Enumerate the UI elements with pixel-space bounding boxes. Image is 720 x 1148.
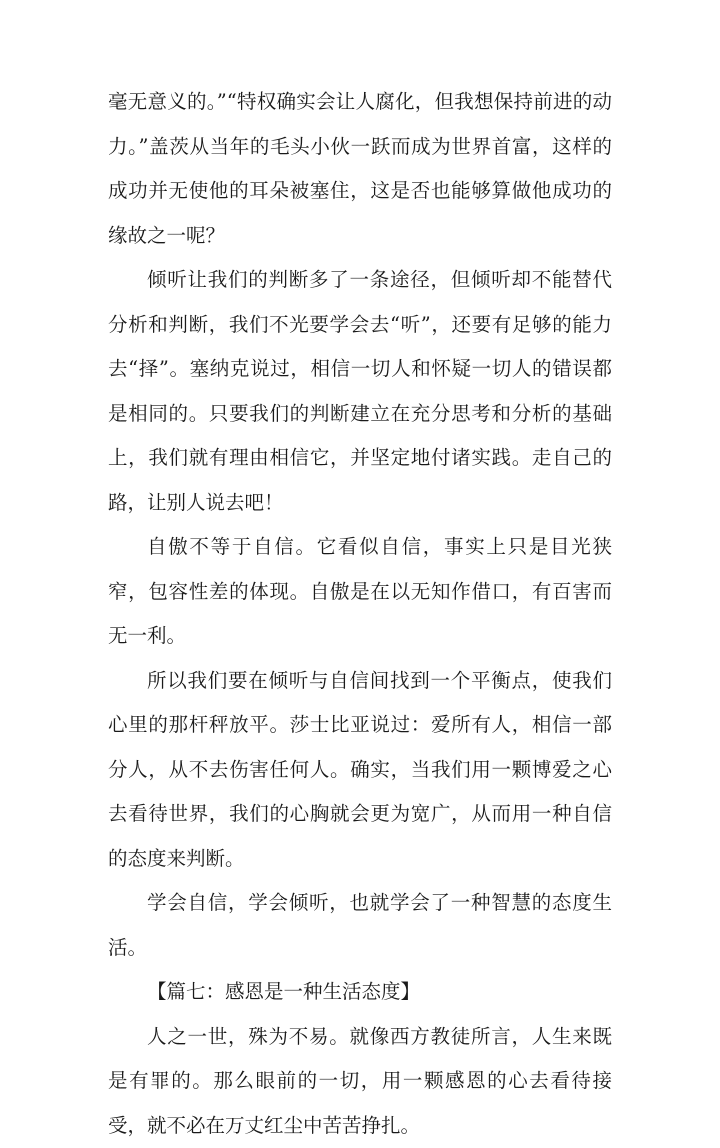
paragraph-balance: 所以我们要在倾听与自信间找到一个平衡点，使我们心里的那杆秤放平。莎士比亚说过：爱所有人，相信一部分人，从不去伤害任何人。确实，当我们用一颗博爱之心去看待世界，我们的心胸就会更为宽广，从而用一种自信的态度来判断。 [108, 659, 612, 882]
section-heading: 【篇七：感恩是一种生活态度】 [108, 970, 612, 1015]
paragraph-arrogance: 自傲不等于自信。它看似自信，事实上只是目光狭窄，包容性差的体现。自傲是在以无知作借口，有百害而无一利。 [108, 525, 612, 659]
document-body [108, 80, 612, 1148]
paragraph-conclusion: 学会自信，学会倾听，也就学会了一种智慧的态度生活。 [108, 881, 612, 970]
paragraph-continuation: 毫无意义的。”“特权确实会让人腐化，但我想保持前进的动力。”盖茨从当年的毛头小伙一跃而成为世界首富，这样的成功并无使他的耳朵被塞住，这是否也能够算做他成功的缘故之一呢？ [108, 80, 612, 258]
paragraph-listening: 倾听让我们的判断多了一条途径，但倾听却不能替代分析和判断，我们不光要学会去“听”，还要有足够的能力去“择”。塞纳克说过，相信一切人和怀疑一切人的错误都是相同的。只要我们的判断建立在充分思考和分析的基础上，我们就有理由相信它，并坚定地付诸实践。走自己的路，让别人说去吧！ [108, 258, 612, 525]
paragraph-gratitude: 人之一世，殊为不易。就像西方教徒所言，人生来既是有罪的。那么眼前的一切，用一颗感恩的心去看待接受，就不必在万丈红尘中苦苦挣扎。 [108, 1015, 612, 1148]
